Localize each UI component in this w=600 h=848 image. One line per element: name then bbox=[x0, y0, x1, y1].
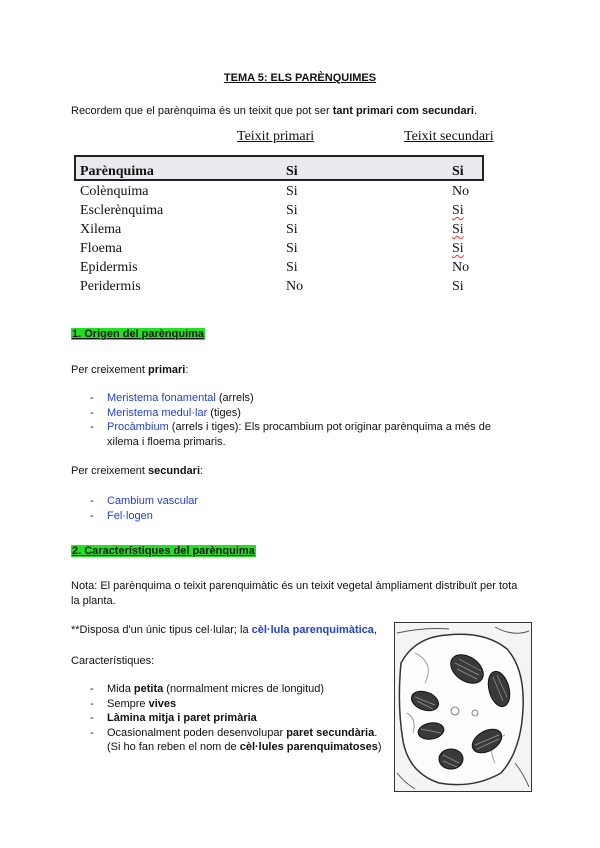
secondary-list bbox=[90, 494, 520, 523]
primary-intro-text: Per creixement bbox=[71, 364, 149, 376]
item-post: . bbox=[374, 726, 378, 739]
row-secondary: Si bbox=[452, 279, 464, 294]
disposa-text: **Disposa d'un únic tipus cel·lular; la bbox=[71, 624, 252, 636]
primary-list bbox=[90, 391, 520, 449]
list-item bbox=[90, 726, 390, 741]
header-primari: Teixit primari bbox=[237, 129, 315, 144]
primary-end: : bbox=[185, 364, 189, 376]
intro-paragraph bbox=[71, 105, 477, 117]
extra-post: ) bbox=[377, 741, 382, 753]
secondary-bold: secundari bbox=[148, 465, 200, 477]
row-name: Xilema bbox=[80, 222, 122, 237]
disposa-paragraph bbox=[71, 623, 391, 638]
intro-text: Recordem que el parènquima és un teixit que pot ser bbox=[71, 105, 333, 117]
item-bold: Làmina mitja i paret primària bbox=[107, 712, 257, 724]
item-pre: Ocasionalment poden desenvolupar bbox=[107, 726, 287, 739]
caract-label: Característiques: bbox=[71, 655, 155, 667]
item-link[interactable]: Fel·logen bbox=[107, 509, 153, 522]
list-item bbox=[90, 509, 520, 524]
item-rest: (tiges) bbox=[207, 406, 241, 419]
chloroplast bbox=[439, 749, 463, 769]
cell-micrograph bbox=[394, 622, 532, 792]
table-row bbox=[80, 164, 500, 183]
item-post: (normalment micres de longitud) bbox=[163, 683, 325, 695]
item-bold: vives bbox=[148, 697, 177, 710]
item-bold: paret secundària bbox=[286, 726, 375, 739]
list-item bbox=[90, 682, 390, 697]
item-bold: petita bbox=[133, 683, 164, 695]
list-item bbox=[90, 697, 390, 712]
primary-bold: primari bbox=[148, 364, 186, 376]
primary-intro bbox=[71, 363, 511, 378]
item-link[interactable]: Meristema fonamental bbox=[107, 392, 216, 404]
item-pre: Sempre bbox=[107, 697, 149, 710]
row-secondary: Si bbox=[452, 164, 464, 179]
item-link[interactable]: Meristema medul·lar bbox=[107, 406, 208, 419]
extra-pre: (Si ho fan reben el nom de bbox=[107, 741, 240, 753]
intro-end: . bbox=[473, 105, 477, 117]
table-row bbox=[80, 222, 500, 241]
extra-bold: cèl·lules parenquimatoses bbox=[239, 741, 378, 753]
item-link[interactable]: Cambium vascular bbox=[107, 495, 199, 507]
disposa-bold: cèl·lula parenquimàtica bbox=[251, 624, 374, 636]
row-secondary: No bbox=[452, 184, 470, 199]
row-secondary: No bbox=[452, 260, 470, 275]
section2-heading: 2. Característiques del parènquima bbox=[72, 545, 255, 557]
row-primary: Si bbox=[286, 203, 298, 218]
row-name: Floema bbox=[80, 241, 122, 256]
table-row bbox=[80, 241, 500, 260]
secondary-end: : bbox=[200, 465, 204, 477]
item-pre: Mida bbox=[107, 683, 134, 695]
secondary-intro bbox=[71, 464, 511, 479]
caract-list bbox=[90, 682, 390, 755]
row-primary: Si bbox=[286, 260, 298, 275]
table-row bbox=[80, 260, 500, 279]
note-paragraph: Nota: El parènquima o teixit parenquimàtic és un teixit vegetal àmpliament distribuït per tota la planta. bbox=[71, 580, 518, 607]
row-primary: Si bbox=[286, 241, 298, 256]
row-name: Parènquima bbox=[80, 164, 154, 179]
row-secondary: Si bbox=[452, 203, 464, 218]
section1-heading: 1. Origen del parènquima bbox=[72, 328, 205, 340]
secondary-intro-text: Per creixement bbox=[71, 465, 149, 477]
table-row bbox=[80, 184, 500, 203]
list-item bbox=[90, 494, 520, 509]
row-primary: No bbox=[286, 279, 304, 294]
item-rest: (arrels i tiges): Els procambium pot originar parènquima a més de xilema i floema primaris. bbox=[107, 421, 491, 448]
header-secundari: Teixit secundari bbox=[404, 129, 494, 144]
list-item bbox=[90, 711, 390, 726]
row-name: Esclerènquima bbox=[80, 203, 164, 218]
row-name: Peridermis bbox=[80, 279, 141, 294]
row-primary: Si bbox=[286, 222, 298, 237]
row-name: Colènquima bbox=[80, 184, 149, 199]
row-secondary: Si bbox=[452, 222, 464, 237]
list-item bbox=[90, 406, 520, 421]
extra-line bbox=[90, 740, 390, 755]
row-primary: Si bbox=[286, 164, 298, 179]
disposa-end: , bbox=[373, 624, 377, 636]
page-title: TEMA 5: ELS PARÈNQUIMES bbox=[223, 72, 377, 84]
item-link[interactable]: Procàmbium bbox=[107, 421, 169, 433]
list-item bbox=[90, 420, 507, 449]
row-secondary: Si bbox=[452, 241, 464, 256]
table-row bbox=[80, 203, 500, 222]
list-item bbox=[90, 391, 520, 406]
intro-bold: tant primari com secundari bbox=[332, 105, 474, 117]
row-primary: Si bbox=[286, 184, 298, 199]
micrograph-drawing bbox=[395, 623, 531, 791]
row-name: Epidermis bbox=[80, 260, 138, 275]
table-row bbox=[80, 279, 500, 298]
item-rest: (arrels) bbox=[215, 392, 254, 404]
